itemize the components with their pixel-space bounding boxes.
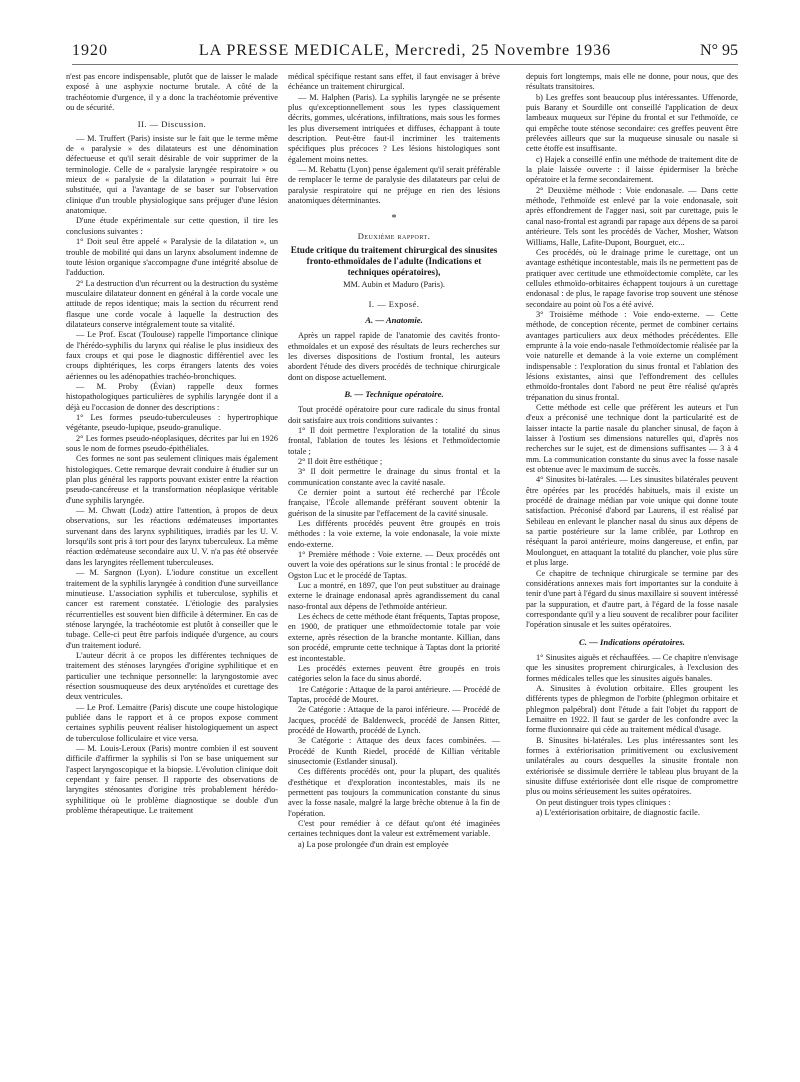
paragraph: Après un rappel rapide de l'anatomie des cavités fronto-ethmoïdales et un exposé des résultats de leurs recherches sur les diverses dispositions de l'ostium frontal, les auteurs abordent l'étude des divers procédés de technique chirurgicale dont on dispose actuellement. xyxy=(288,331,500,382)
separator-asterisk: * xyxy=(391,213,397,225)
column-right xyxy=(526,72,738,818)
paragraph: Ce dernier point a surtout été recherché par l'École française, l'École allemande préférant souvent obtenir la guérison de la sinusite par l'effacement de la cavité sinusale. xyxy=(288,488,500,518)
paragraph: — M. Halphen (Paris). La syphilis laryngée ne se présente plus qu'exceptionnellement sous les types classiquement décrits, gommes, ulcérations, infiltrations, mais sous les formes les plus diversement intriquées et diffuses, échappant à toute description. Peut-être faut-il incriminer les traitements spécifiques plus précoces ? Les lésions histologiques sont également moins nettes. xyxy=(288,92,500,164)
paragraph: C'est pour remédier à ce défaut qu'ont été imaginées certaines techniques dont la valeur est extrêmement variable. xyxy=(288,819,500,839)
subsection-heading: B. — Technique opératoire. xyxy=(344,388,444,399)
paragraph: L'auteur décrit à ce propos les différentes techniques de traitement des sténoses laryngées d'origine syphilitique et en particulier une technique personnelle: la laryngostomie avec résection sousmuqueuse des deux aryténoïdes et curettage des deux ventricules. xyxy=(66,650,278,702)
paragraph: — M. Proby (Évian) rappelle deux formes histopathologiques particulières de syphilis laryngée dont il a déjà eu l'occasion de donner des descriptions : xyxy=(66,381,278,412)
paragraph: Ces procédés, où le drainage prime le curettage, ont un avantage esthétique incontestable, mais ils ne permettent pas de pratiquer avec certitude une ethmoïdectomie complète, car les cellules ethmoïdo-orbitaires échappent toujours à un curettage endonasal : de plus, le rapage favorise trop souvent une sténose secondaire au point où l'os a été avivé. xyxy=(526,247,738,309)
paragraph: Les différents procédés peuvent être groupés en trois méthodes : la voie externe, la voie endonasale, la voie mixte endo-externe. xyxy=(288,519,500,549)
paragraph: Cette méthode est celle que préfèrent les auteurs et l'un d'eux a préconisé une technique dont la particularité est de laisser intacte la partie nasale du plancher sinusal, de façon à laisser à l'ostium ses dimensions naturelles qui, d'après nos recherches sur le sujet, est de dimensions suffisantes — 3 à 4 mm. La communication constante du sinus avec la fosse nasale est obtenue avec le maximum de succès. xyxy=(526,403,738,475)
report-label: Deuxième rapport. xyxy=(357,230,431,241)
paragraph: a) La pose prolongée d'un drain est employée xyxy=(298,839,449,849)
paragraph: médical spécifique restant sans effet, il faut envisager à brève échéance un traitement chirurgical. xyxy=(288,72,500,92)
paragraph: 3° Il doit permettre le drainage du sinus frontal et la communication constante avec la cavité nasale. xyxy=(288,467,500,487)
paragraph: Ces formes ne sont pas seulement cliniques mais également histologiques. Cette remarque devrait conduire à étudier sur un plan plus général les rapports pouvant exister entre la réaction pseudo-cancéreuse et la transformation néoplasique véritable d'une syphilis laryngée. xyxy=(66,454,278,505)
paragraph: 3e Catégorie : Attaque des deux faces combinées. — Procédé de Kunth Riedel, procédé de Killian véritable sinusectomie (Estlander sinusal). xyxy=(288,736,500,766)
paragraph: Luc a montré, en 1897, que l'on peut substituer au drainage externe le drainage endonasal après agrandissement du canal naso-frontal aux dépens de l'ethmoïde antérieur. xyxy=(288,581,500,611)
paragraph: — M. Sargnon (Lyon). L'iodure constitue un excellent traitement de la syphilis laryngée à condition d'une surveillance minutieuse. L'association syphilis et tuberculose, syphilis et cancer est rarement constatée. L'étiologie des paralysies récurrentielles est souvent bien difficile à déterminer. En cas de sténose laryngée, la trachéotomie est plutôt à conseiller que le tubage. Celle-ci peut être parfois indiquée d'urgence, au cours d'un traitement ioduré. xyxy=(66,568,278,650)
section-heading: II. — Discussion. xyxy=(137,119,207,130)
paragraph: 2° Deuxième méthode : Voie endonasale. — Dans cette méthode, l'ethmoïde est enlevé par la voie endonasale, soit après effondrement de l'agger nasi, soit par curettage, puis le canal naso-frontal est agrandi par rapage aux dépens de sa paroi antérieure. Tels sont les procédés de Vacher, Mosher, Watson Williams, Halle, Lafite-Dupont, Bourguet, etc... xyxy=(526,185,738,247)
paragraph: — Le Prof. Lemaitre (Paris) discute une coupe histologique publiée dans le rapport et à ce propos expose comment certaines syphilis peuvent réaliser histologiquement un aspect de tuberculose folliculaire et vice versa. xyxy=(66,702,278,743)
subsection-heading: C. — Indications opératoires. xyxy=(579,636,685,647)
journal-title: LA PRESSE MEDICALE, Mercredi, 25 Novembre 1936 xyxy=(198,42,612,59)
paragraph: — M. Chwatt (Lodz) attire l'attention, à propos de deux observations, sur les réactions œdémateuses importantes survenant dans des larynx syphilitiques, irradiés par les U. V. lorsqu'ils sont pris à tort pour des larynx tuberculeux. La même réaction œdémateuse secondaire aux U. V. n'a pas été observée dans les laryngites réellement tuberculeuses. xyxy=(66,506,278,567)
paragraph: Ce chapitre de technique chirurgicale se termine par des considérations annexes mais fort importantes sur la conduite à tenir d'une part à l'égard du sinus maxillaire si souvent intéressé par la suppuration, et d'autre part, à l'égard de la fosse nasale correspondante qu'il y a lieu souvent de recalibrer pour faciliter l'opération sinusale et les suites opératoires. xyxy=(526,568,738,630)
paragraph: 3° Troisième méthode : Voie endo-externe. — Cette méthode, de conception récente, permet de combiner certains avantages particuliers aux deux méthodes précédentes. Elle emprunte à la voie endo-nasale l'ethmoïdectomie réalisée par la voie naturelle et demande à la voie externe un complément indispensable : l'exploration du sinus frontal et l'ablation des lésions existantes, ainsi que l'effondrement des cellules ethmoïdo-frontales dont l'abord ne peut être réalisé qu'après trépanation du sinus frontal. xyxy=(526,309,738,402)
paragraph: 2° Les formes pseudo-néoplasiques, décrites par lui en 1926 sous le nom de formes pseudo-épithéliales. xyxy=(66,433,278,454)
paragraph: — M. Louis-Leroux (Paris) montre combien il est souvent difficile d'affirmer la syphilis si l'on se base uniquement sur l'aspect laryngoscopique et la biopsie. L'évolution clinique doit cependant y faire penser. Il rapporte des observations de laryngites sténosantes d'origine très probablement hérédo-syphilitique où le problème diagnostique se double d'un problème thérapeutique. Le traitement xyxy=(66,744,278,816)
paragraph: — Le Prof. Escat (Toulouse) rappelle l'importance clinique de l'hérédo-syphilis du larynx qui réalise le plus insidieux des faux croups et qui pose le diagnostic différentiel avec les croups diphtériques, les corps étrangers latents des voies aériennes ou les adénopathies trachéo-bronchiques. xyxy=(66,330,278,381)
paragraph: 1° Sinusites aiguës et réchauffées. — Ce chapitre n'envisage que les sinusites proprement chirurgicales, à l'exclusion des formes médicales telles que les sinusites aiguës banales. xyxy=(526,652,738,683)
paragraph: 2e Catégorie : Attaque de la paroi inférieure. — Procédé de Jacques, procédé de Baldenweck, procédé de Jansen Ritter, procédé de Howarth, procédé de Lynch. xyxy=(288,705,500,735)
paragraph: Ces différents procédés ont, pour la plupart, des qualités d'esthétique et d'exploration incontestables, mais ils ne permettent pas toujours la communication constante du sinus avec la fosse nasale, malgré la large brèche obtenue à la fin de l'opération. xyxy=(288,767,500,818)
column-left xyxy=(66,72,278,816)
paragraph: Tout procédé opératoire pour cure radicale du sinus frontal doit satisfaire aux trois conditions suivantes : xyxy=(288,405,500,425)
paragraph: b) Les greffes sont beaucoup plus intéressantes. Uffenorde, puis Barany et Sourdille ont conseillé l'application de deux lambeaux muqueux sur l'épine du frontal et sur l'ethmoïde, ce qui empêche toute sténose secondaire: ces greffes peuvent être prélevées ailleurs que sur la muqueuse sinusale ou nasale si cette étoffe est insuffisante. xyxy=(526,92,738,154)
paragraph: On peut distinguer trois types cliniques : xyxy=(536,797,671,807)
column-middle xyxy=(288,72,500,850)
paragraph: Les échecs de cette méthode étant fréquents, Taptas propose, en 1900, de pratiquer une ethmoïdectomie totale par voie externe, après résection de la branche montante. Killian, dans son procédé, emprunte cette technique à Taptas dont la priorité est incontestable. xyxy=(288,612,500,663)
paragraph: c) Hajek a conseillé enfin une méthode de traitement dite de la plaie laissée ouverte : il laisse épidermiser la brèche opératoire et la ferme secondairement. xyxy=(526,154,738,185)
paragraph: a) L'extériorisation orbitaire, de diagnostic facile. xyxy=(536,808,700,818)
subsection-heading: A. — Anatomie. xyxy=(365,314,423,325)
paragraph: 4° Sinusites bi-latérales. — Les sinusites bilatérales peuvent être opérées par les procédés habituels, mais il existe un procédé de drainage médian par voie unique qui donne toute satisfaction. Préconisé d'abord par Laurens, il est réalisé par Sebileau en enlevant le plancher nasal du sinus aux dépens de sa partie postérieure sur la lame criblée, par Lothrop en réséquant la paroi antérieure, moins dangereuse, et enfin, par Moulonguet, en attaquant la totalité du plancher, voie plus sûre et plus large. xyxy=(526,475,738,568)
paragraph: A. Sinusites à évolution orbitaire. Elles groupent les différents types de phlegmon de l'orbite (phlegmon orbitaire et phlegmon palpébral) dont l'étude a fait l'objet du rapport de Lemaitre en 1922. Il faut se garder de les confondre avec la forme fluxionnaire qui cède au traitement médical d'usage. xyxy=(526,683,738,735)
paragraph: 2° Il doit être esthétique ; xyxy=(298,456,383,466)
paragraph: — M. Rebattu (Lyon) pense également qu'il serait préférable de remplacer le terme de paralysie des dilatateurs par celui de paralysie respiratoire qui ne préjuge en rien des lésions anatomiques déterminantes. xyxy=(288,165,500,206)
paragraph: 1° Première méthode : Voie externe. — Deux procédés ont ouvert la voie des opérations sur le sinus frontal : le procédé de Ogston Luc et le procédé de Taptas. xyxy=(288,550,500,580)
issue-number: N° 95 xyxy=(700,42,738,59)
paragraph: n'est pas encore indispensable, plutôt que de laisser le malade exposé à une asphyxie nocturne brutale. A côté de la trachéotomie d'urgence, il y a donc la trachéotomie préventive ou de sécurité. xyxy=(66,72,278,113)
paragraph: 1° Doit seul être appelé « Paralysie de la dilatation », un trouble de mobilité qui dans un larynx absolument indemne de toute lésion organique s'accompagne d'une intégrité absolue de l'adduction. xyxy=(66,237,278,278)
page-header xyxy=(72,42,738,65)
paragraph: 1° Il doit permettre l'exploration de la totalité du sinus frontal, l'ablation de toutes les lésions et l'ethmoïdectomie totale ; xyxy=(288,425,500,456)
paragraph: Les procédés externes peuvent être groupés en trois catégories selon la face du sinus abordé. xyxy=(288,663,500,684)
paragraph: 2° La destruction d'un récurrent ou la destruction du système musculaire dilatateur donnent en général à la corde vocale une attitude de repos identique; mais la section du récurrent rend flasque une corde vocale à laquelle la destruction des dilatateurs conserve intégralement toute sa vitalité. xyxy=(66,278,278,329)
paragraph: 1° Les formes pseudo-tuberculeuses : hypertrophique végétante, pseudo-lupique, pseudo-granulique. xyxy=(66,413,278,433)
paragraph: 1re Catégorie : Attaque de la paroi antérieure. — Procédé de Taptas, procédé de Mouret. xyxy=(288,684,500,704)
page-number: 1920 xyxy=(72,42,108,59)
paragraph: — M. Truffert (Paris) insiste sur le fait que le terme même de « paralysie » des dilatateurs est une dénomination défectueuse et qu'il serait désirable de voir supprimer de la terminologie. Celle de « paralysie laryngée respiratoire » ou mieux de « paralysie de la dilatation » pourrait lui être substituée, qui a l'avantage de se baser sur l'observation clinique d'un trouble physiologique sans préjuger d'une lésion anatomique. xyxy=(66,133,278,216)
paragraph: D'une étude expérimentale sur cette question, il tire les conclusions suivantes : xyxy=(66,216,278,236)
article-authors: MM. Aubin et Maduro (Paris). xyxy=(343,280,445,290)
paragraph: B. Sinusites bi-latérales. Les plus intéressantes sont les formes à extériorisation primitivement ou exclusivement unilatérales au cours desquelles la sinusite frontale non extériorisée se dissimule derrière le tableau plus bruyant de la sinusite diffuse extériorisée dont elle risque de compromettre plus ou moins sérieusement les suites opératoires. xyxy=(526,735,738,797)
paragraph: depuis fort longtemps, mais elle ne donne, pour nous, que des résultats transitoires. xyxy=(526,72,738,92)
article-title: Etude critique du traitement chirurgical des sinusites fronto-ethmoïdales de l'adulte (Indications et techniques opératoires), xyxy=(290,245,498,278)
section-heading: I. — Exposé. xyxy=(368,298,420,309)
